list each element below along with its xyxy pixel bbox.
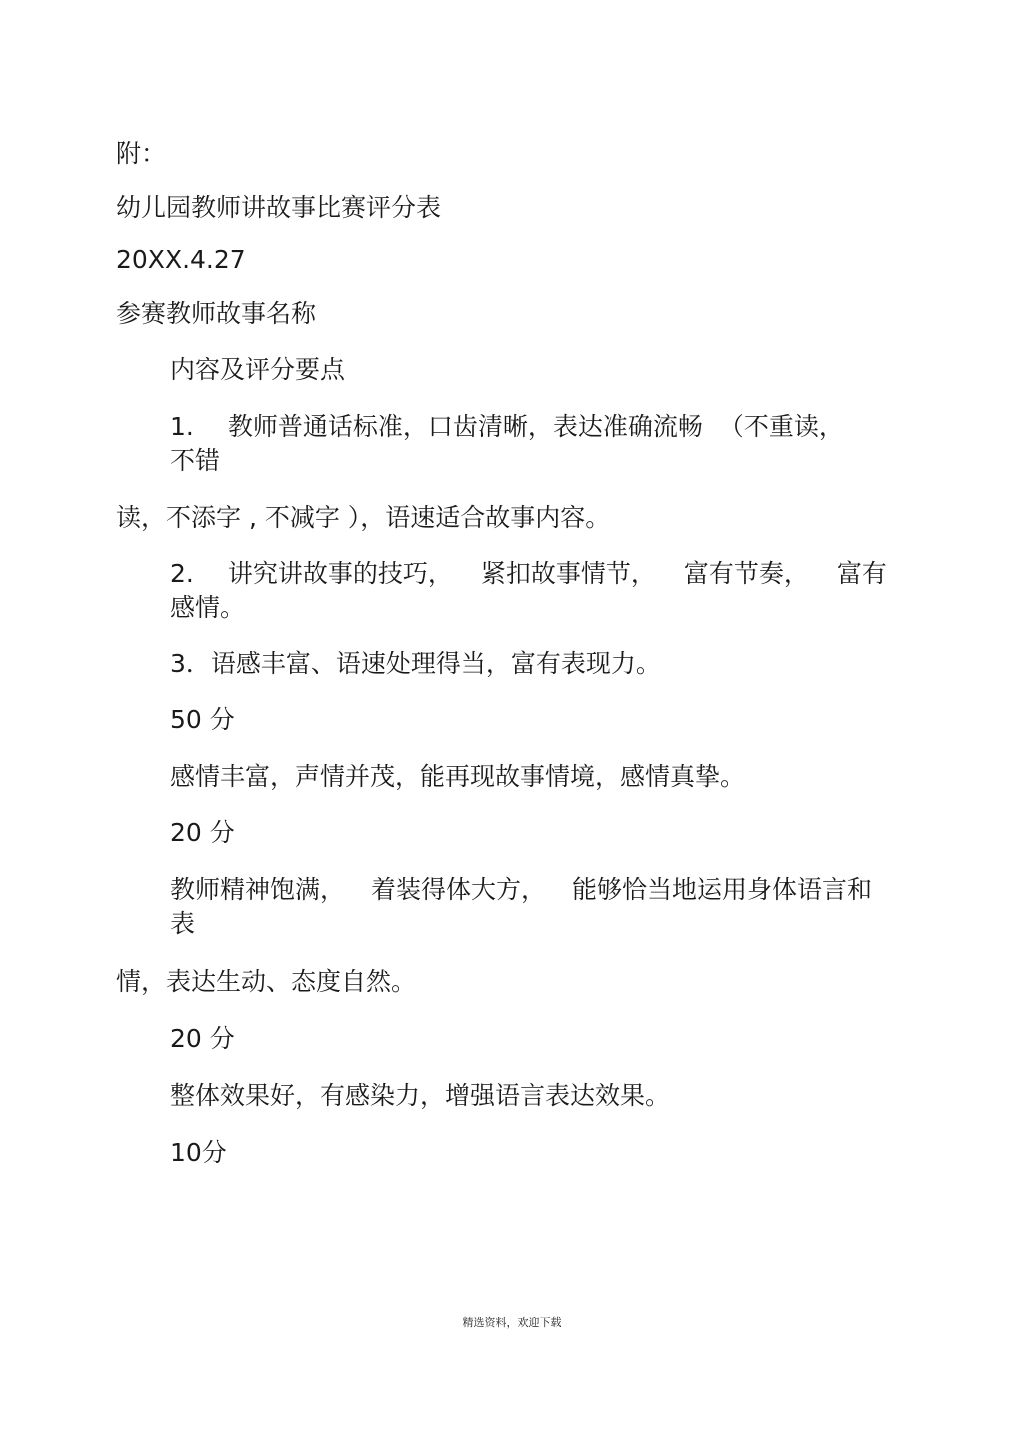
item2-line1: [170, 557, 887, 591]
item3-line: 3．语感丰富、语速处理得当，富有表现力。: [170, 649, 661, 678]
attachment-label: 附：: [116, 139, 167, 168]
criterion-3-part3: 能够恰当地运用身体语言和: [572, 875, 873, 904]
item2-number: 2.: [170, 559, 194, 588]
content-header: 内容及评分要点: [170, 355, 346, 384]
document-date: 20XX.4.27: [116, 245, 246, 274]
item2-part2: 紧扣故事情节，: [480, 559, 656, 588]
criterion-3-line2: 表: [170, 909, 196, 938]
criterion-3-line1: [170, 873, 872, 907]
item1-line2: 不错: [170, 446, 221, 475]
item1-paren: （不重读，: [718, 412, 844, 441]
page-footer: 精选资料，欢迎下载: [462, 1316, 562, 1329]
item2-part4: 富有: [836, 559, 887, 588]
item1-text: 教师普通话标准，口齿清晰，表达准确流畅: [227, 412, 703, 441]
item2-part3: 富有节奏，: [683, 559, 809, 588]
document-title: 幼儿园教师讲故事比赛评分表: [116, 193, 442, 222]
criterion-2: 感情丰富，声情并茂，能再现故事情境，感情真挚。: [170, 762, 746, 791]
criterion-3-part1: 教师精神饱满，: [170, 875, 346, 904]
score-1: 50 分: [170, 705, 235, 734]
item2-line2: 感情。: [170, 593, 246, 622]
item1-line1: [170, 410, 844, 444]
criterion-3-part2: 着装得体大方，: [371, 875, 547, 904]
criterion-4: 整体效果好，有感染力，增强语言表达效果。: [170, 1081, 671, 1110]
participant-label: 参赛教师故事名称: [116, 299, 317, 328]
item1-line3: 读，不添字 , 不减字 ），语速适合故事内容。: [116, 503, 611, 532]
score-3: 20 分: [170, 1024, 235, 1053]
item1-number: 1.: [170, 412, 194, 441]
criterion-3-line3: 情，表达生动、态度自然。: [116, 967, 417, 996]
score-4: 10分: [170, 1138, 227, 1167]
item2-part1: 讲究讲故事的技巧，: [227, 559, 453, 588]
score-2: 20 分: [170, 818, 235, 847]
